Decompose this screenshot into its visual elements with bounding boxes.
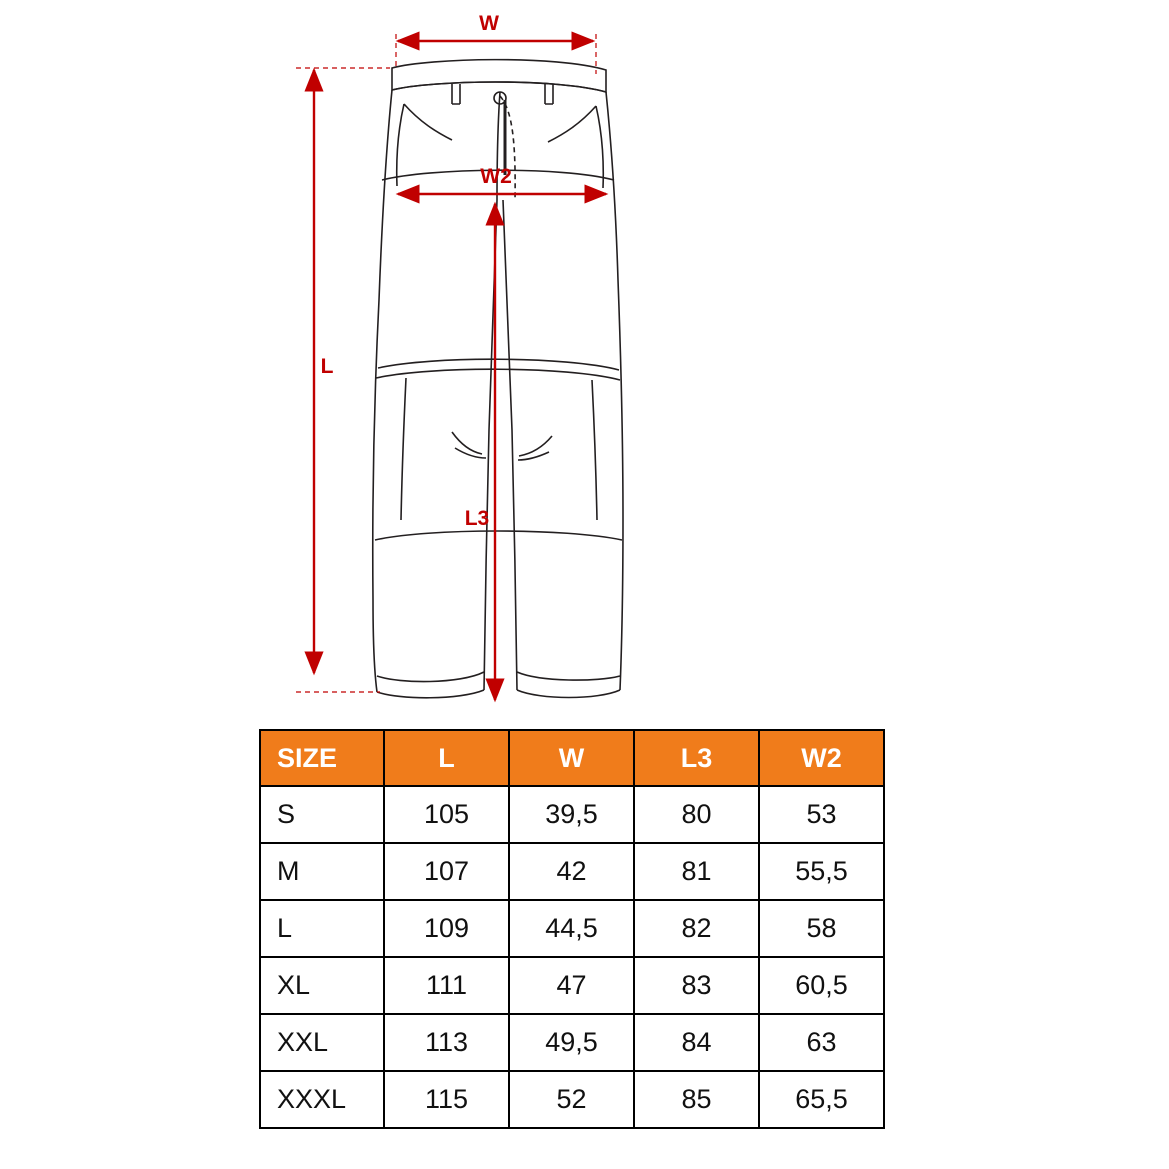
table-row: [260, 957, 884, 1014]
cell-w: 52: [509, 1071, 634, 1128]
cell-w2: 53: [759, 786, 884, 843]
label-w: W: [479, 12, 499, 35]
header-l3: L3: [634, 730, 759, 786]
cell-l: 105: [384, 786, 509, 843]
cell-size: XL: [260, 957, 384, 1014]
label-w2: W2: [480, 165, 512, 188]
cell-size: M: [260, 843, 384, 900]
cell-w: 44,5: [509, 900, 634, 957]
cell-size: XXL: [260, 1014, 384, 1071]
table-row: [260, 843, 884, 900]
table-row: [260, 786, 884, 843]
cell-l3: 80: [634, 786, 759, 843]
size-table-container: [259, 729, 885, 1129]
garment-outline: [373, 60, 623, 698]
cell-l3: 85: [634, 1071, 759, 1128]
header-l: L: [384, 730, 509, 786]
measure-l3: [465, 204, 495, 700]
cell-l3: 83: [634, 957, 759, 1014]
header-w: W: [509, 730, 634, 786]
table-row: [260, 1071, 884, 1128]
cell-l3: 82: [634, 900, 759, 957]
cell-size: S: [260, 786, 384, 843]
cell-w2: 55,5: [759, 843, 884, 900]
cell-w: 42: [509, 843, 634, 900]
cell-l: 107: [384, 843, 509, 900]
table-row: [260, 900, 884, 957]
cell-w: 47: [509, 957, 634, 1014]
cell-w2: 58: [759, 900, 884, 957]
cell-l: 115: [384, 1071, 509, 1128]
label-l3: L3: [464, 507, 490, 530]
cell-l3: 81: [634, 843, 759, 900]
header-w2: W2: [759, 730, 884, 786]
header-size: SIZE: [260, 730, 384, 786]
table-header-row: [260, 730, 884, 786]
cell-l: 113: [384, 1014, 509, 1071]
table-row: [260, 1014, 884, 1071]
cell-w2: 63: [759, 1014, 884, 1071]
cell-l3: 84: [634, 1014, 759, 1071]
label-l: L: [320, 355, 334, 378]
measure-w: [396, 12, 596, 74]
cell-w2: 60,5: [759, 957, 884, 1014]
cell-size: L: [260, 900, 384, 957]
cell-size: XXXL: [260, 1071, 384, 1128]
cell-l: 109: [384, 900, 509, 957]
cell-w: 49,5: [509, 1014, 634, 1071]
measure-w2: [398, 165, 606, 194]
cell-l: 111: [384, 957, 509, 1014]
size-table: [259, 729, 885, 1129]
cell-w2: 65,5: [759, 1071, 884, 1128]
cell-w: 39,5: [509, 786, 634, 843]
